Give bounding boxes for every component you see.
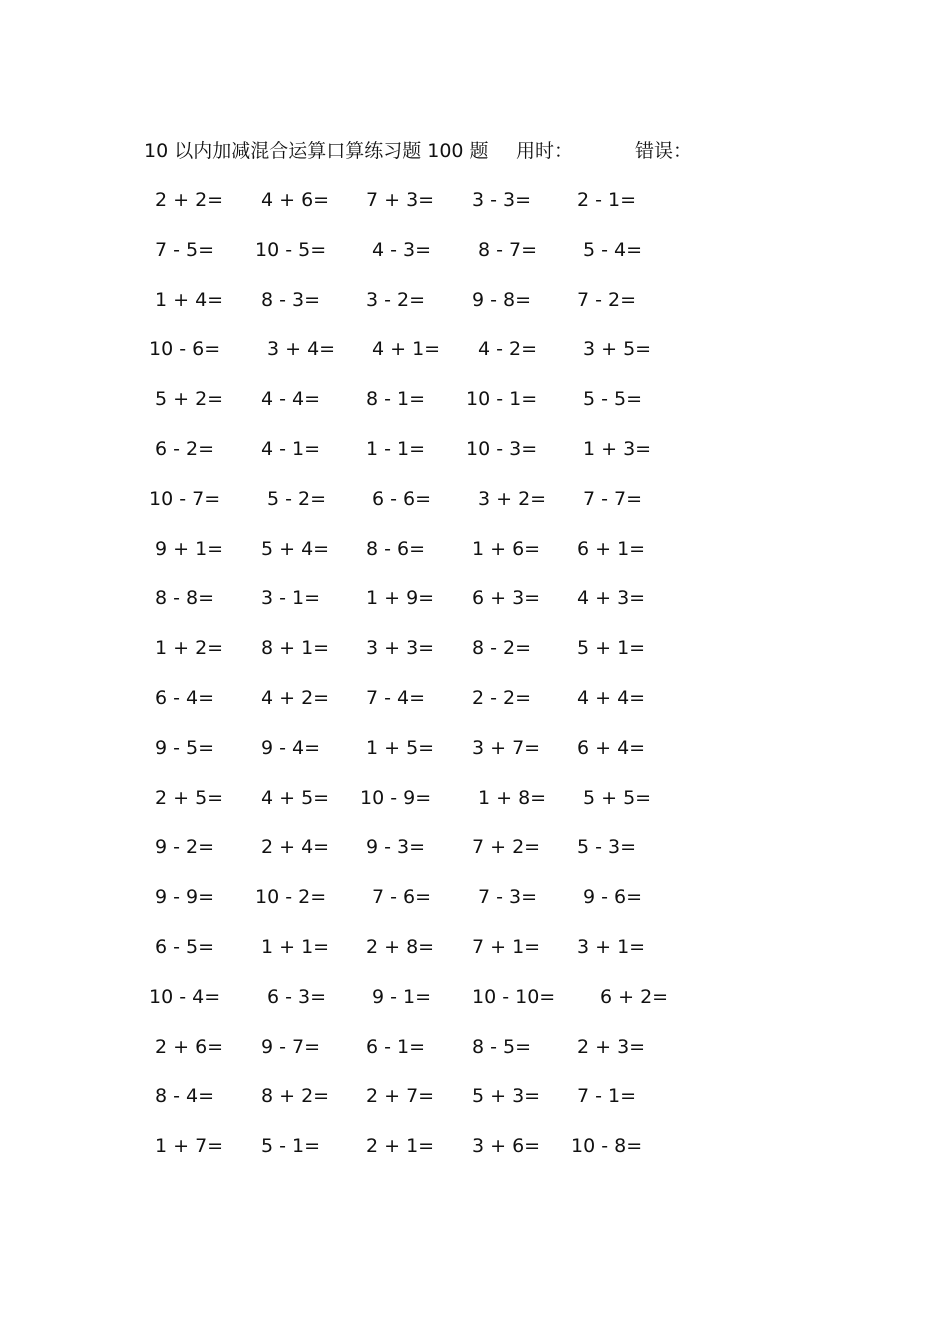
problem-row: [0, 882, 950, 912]
problem-row: [0, 484, 950, 514]
problem-item: 3 + 3=: [366, 637, 435, 659]
problem-item: 5 - 1=: [261, 1135, 321, 1157]
problem-item: 8 - 7=: [478, 239, 538, 261]
problem-item: 5 - 5=: [583, 388, 643, 410]
problem-item: 7 - 7=: [583, 488, 643, 510]
problem-item: 5 - 2=: [267, 488, 327, 510]
problem-item: 9 - 4=: [261, 737, 321, 759]
problem-item: 3 + 2=: [478, 488, 547, 510]
problem-item: 8 - 2=: [472, 637, 532, 659]
problem-item: 9 - 5=: [155, 737, 215, 759]
problem-item: 8 - 5=: [472, 1036, 532, 1058]
problem-item: 3 + 7=: [472, 737, 541, 759]
problem-item: 1 + 9=: [366, 587, 435, 609]
problem-item: 8 - 6=: [366, 538, 426, 560]
problem-item: 10 - 6=: [149, 338, 221, 360]
problem-item: 7 - 2=: [577, 289, 637, 311]
problem-item: 1 + 3=: [583, 438, 652, 460]
problem-item: 4 - 2=: [478, 338, 538, 360]
problem-item: 6 + 2=: [600, 986, 669, 1008]
problem-item: 7 - 4=: [366, 687, 426, 709]
problem-row: [0, 1032, 950, 1062]
problem-row: [0, 1081, 950, 1111]
problem-item: 8 - 3=: [261, 289, 321, 311]
worksheet-title: 10 以内加减混合运算口算练习题 100 题: [144, 140, 489, 162]
errors-label: 错误：: [635, 140, 693, 162]
problem-item: 7 + 3=: [366, 189, 435, 211]
problem-row: [0, 982, 950, 1012]
problem-item: 6 - 5=: [155, 936, 215, 958]
problem-item: 4 - 3=: [372, 239, 432, 261]
problem-item: 1 + 6=: [472, 538, 541, 560]
problem-item: 6 - 2=: [155, 438, 215, 460]
problem-item: 10 - 9=: [360, 787, 432, 809]
problem-row: [0, 832, 950, 862]
problem-item: 7 - 1=: [577, 1085, 637, 1107]
problem-item: 10 - 7=: [149, 488, 221, 510]
problem-item: 4 - 1=: [261, 438, 321, 460]
problem-item: 4 + 5=: [261, 787, 330, 809]
problem-row: [0, 185, 950, 215]
problem-item: 1 + 4=: [155, 289, 224, 311]
problem-item: 1 - 1=: [366, 438, 426, 460]
problem-item: 7 - 3=: [478, 886, 538, 908]
problem-item: 8 - 1=: [366, 388, 426, 410]
problem-item: 5 - 4=: [583, 239, 643, 261]
problem-item: 2 + 8=: [366, 936, 435, 958]
problem-item: 1 + 5=: [366, 737, 435, 759]
problem-item: 9 - 8=: [472, 289, 532, 311]
problem-item: 3 + 1=: [577, 936, 646, 958]
problem-item: 8 - 4=: [155, 1085, 215, 1107]
problem-item: 1 + 7=: [155, 1135, 224, 1157]
problem-item: 4 + 2=: [261, 687, 330, 709]
problem-row: [0, 235, 950, 265]
problem-item: 2 - 2=: [472, 687, 532, 709]
problem-item: 2 + 1=: [366, 1135, 435, 1157]
problem-item: 2 + 4=: [261, 836, 330, 858]
problem-row: [0, 583, 950, 613]
problem-item: 5 + 5=: [583, 787, 652, 809]
problem-item: 6 + 1=: [577, 538, 646, 560]
problem-row: [0, 434, 950, 464]
problem-item: 5 + 2=: [155, 388, 224, 410]
problem-item: 1 + 8=: [478, 787, 547, 809]
problem-item: 1 + 2=: [155, 637, 224, 659]
problem-item: 2 + 6=: [155, 1036, 224, 1058]
problem-item: 2 + 2=: [155, 189, 224, 211]
problem-item: 3 - 1=: [261, 587, 321, 609]
problem-item: 3 + 4=: [267, 338, 336, 360]
problem-item: 2 + 5=: [155, 787, 224, 809]
problem-item: 3 + 5=: [583, 338, 652, 360]
problem-item: 7 + 1=: [472, 936, 541, 958]
problem-row: [0, 384, 950, 414]
problem-item: 2 - 1=: [577, 189, 637, 211]
problem-item: 9 - 2=: [155, 836, 215, 858]
problem-row: [0, 683, 950, 713]
problem-item: 4 + 1=: [372, 338, 441, 360]
time-used-label: 用时：: [516, 140, 574, 162]
problem-item: 8 + 2=: [261, 1085, 330, 1107]
problem-item: 9 - 9=: [155, 886, 215, 908]
problem-row: [0, 733, 950, 763]
problem-item: 9 - 1=: [372, 986, 432, 1008]
problem-row: [0, 334, 950, 364]
problem-row: [0, 783, 950, 813]
problem-item: 9 + 1=: [155, 538, 224, 560]
problem-item: 4 + 6=: [261, 189, 330, 211]
problem-item: 6 - 3=: [267, 986, 327, 1008]
problem-item: 4 - 4=: [261, 388, 321, 410]
problem-item: 7 - 5=: [155, 239, 215, 261]
problem-item: 8 + 1=: [261, 637, 330, 659]
problem-item: 6 - 1=: [366, 1036, 426, 1058]
problem-item: 6 + 3=: [472, 587, 541, 609]
problem-item: 3 - 3=: [472, 189, 532, 211]
problem-row: [0, 285, 950, 315]
problem-item: 9 - 6=: [583, 886, 643, 908]
problem-item: 10 - 10=: [472, 986, 556, 1008]
problem-item: 3 + 6=: [472, 1135, 541, 1157]
problem-item: 5 + 3=: [472, 1085, 541, 1107]
problem-item: 10 - 4=: [149, 986, 221, 1008]
problem-item: 10 - 5=: [255, 239, 327, 261]
problem-item: 4 + 3=: [577, 587, 646, 609]
problem-item: 7 - 6=: [372, 886, 432, 908]
problem-item: 5 - 3=: [577, 836, 637, 858]
problem-item: 6 - 4=: [155, 687, 215, 709]
problem-row: [0, 932, 950, 962]
problem-item: 10 - 3=: [466, 438, 538, 460]
problem-item: 1 + 1=: [261, 936, 330, 958]
problem-item: 2 + 3=: [577, 1036, 646, 1058]
problem-item: 9 - 3=: [366, 836, 426, 858]
problem-item: 6 + 4=: [577, 737, 646, 759]
problem-item: 10 - 8=: [571, 1135, 643, 1157]
problem-item: 10 - 1=: [466, 388, 538, 410]
problem-item: 8 - 8=: [155, 587, 215, 609]
problem-item: 7 + 2=: [472, 836, 541, 858]
problem-item: 4 + 4=: [577, 687, 646, 709]
problem-item: 9 - 7=: [261, 1036, 321, 1058]
problem-row: [0, 534, 950, 564]
problem-item: 2 + 7=: [366, 1085, 435, 1107]
problem-item: 6 - 6=: [372, 488, 432, 510]
problem-row: [0, 1131, 950, 1161]
problem-item: 3 - 2=: [366, 289, 426, 311]
problem-item: 10 - 2=: [255, 886, 327, 908]
problem-row: [0, 633, 950, 663]
problem-item: 5 + 4=: [261, 538, 330, 560]
problem-item: 5 + 1=: [577, 637, 646, 659]
